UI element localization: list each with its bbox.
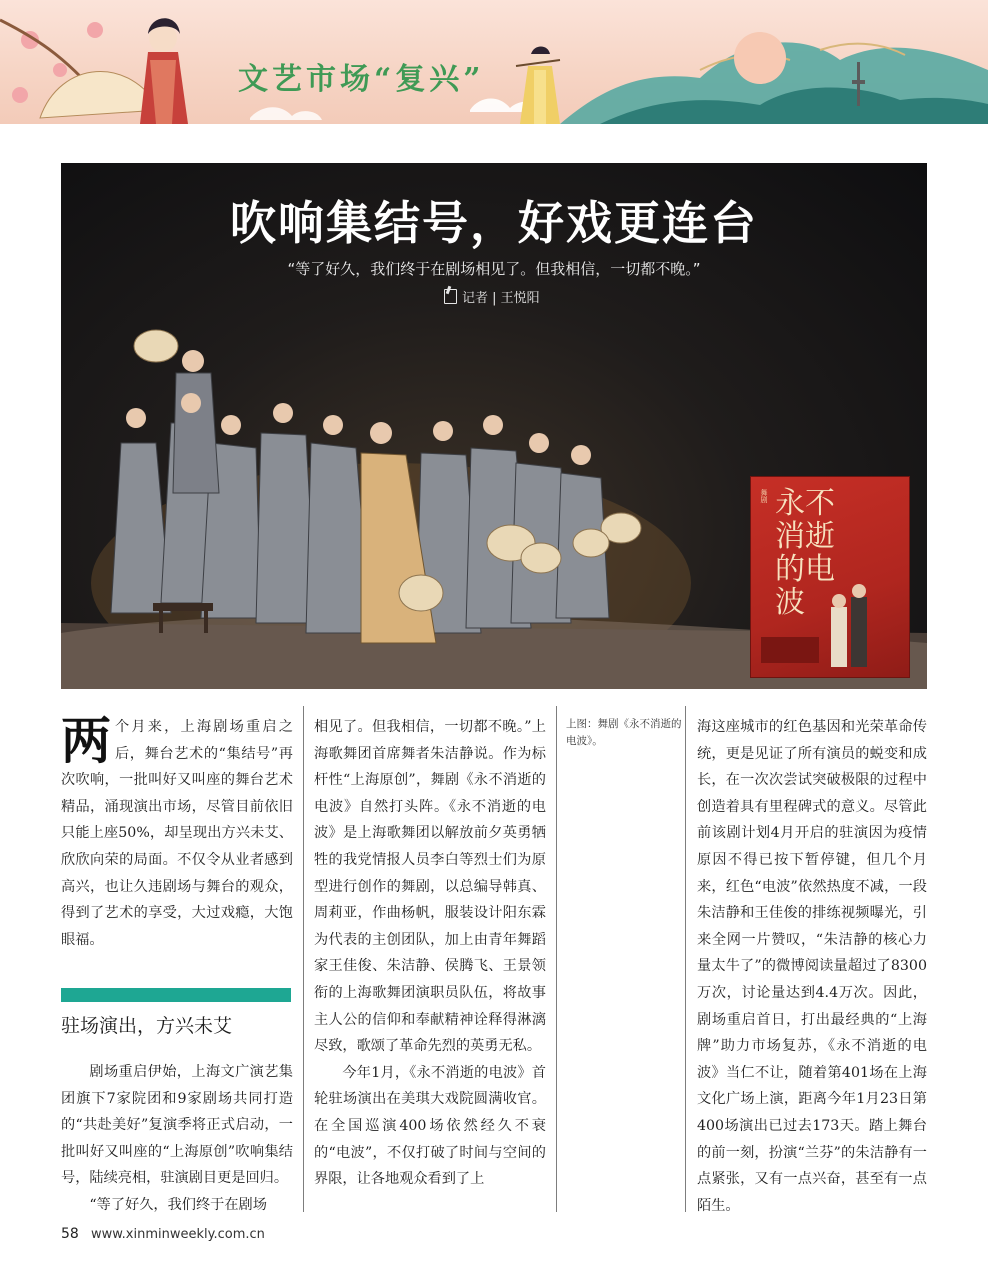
show-poster <box>750 476 910 678</box>
paragraph: 相见了。但我相信，一切都不晚。”上海歌舞团首席舞者朱洁静说。作为标杆性“上海原创”，舞剧《永不消逝的电波》自然打头阵。《永不消逝的电波》是上海歌舞团以解放前夕英勇牺牲的我党情报人员李白等烈士们为原型进行创作的舞剧，以总编导韩真、周莉亚，作曲杨帆，服装设计阳东霖为代表的主创团队，加上由青年舞蹈家王佳俊、朱洁静、侯腾飞、王景领衔的上海歌舞团演职员队伍，将故事主人公的信仰和奉献精神诠释得淋漓尽致，歌颂了革命先烈的英勇无私。 <box>314 719 546 1055</box>
drop-cap: 两 <box>61 711 111 770</box>
column-divider <box>303 706 304 1212</box>
article-column-1-continued <box>61 1059 293 1219</box>
article-column-2 <box>314 714 546 1193</box>
lead-paragraph <box>61 711 293 953</box>
subhead-accent-bar <box>61 988 291 1002</box>
byline <box>444 287 540 306</box>
section-banner <box>0 0 988 124</box>
paragraph: 今年1月，《永不消逝的电波》首轮驻场演出在美琪大戏院圆满收官。在全国巡演400场依然经久不衰的“电波”，不仅打破了时间与空间的界限，让各地观众看到了上 <box>314 1064 546 1188</box>
article-lead-quote: “等了好久，我们终于在剧场相见了。但我相信，一切都不晚。” <box>287 260 701 278</box>
lead-paragraph-text: 个月来，上海剧场重启之后，舞台艺术的“集结号”再次吹响，一批叫好又叫座的舞台艺术精品，涌现演出市场，尽管目前依旧只能上座50%，却呈现出方兴未艾、欣欣向荣的局面。不仅令从业者感到高兴，也让久违剧场与舞台的观众，得到了艺术的享受，大过戏瘾，大饱眼福。 <box>61 719 293 948</box>
article-column-4 <box>697 714 927 1219</box>
poster-title: 永不消逝的电波 <box>775 486 835 620</box>
pen-icon <box>444 289 457 304</box>
poster-subtitle: 舞剧 <box>760 489 768 503</box>
page-number: 58 <box>61 1226 79 1242</box>
banner-illustration <box>0 0 988 124</box>
page-footer <box>61 1226 265 1242</box>
website-url: www.xinminweekly.com.cn <box>90 1227 265 1242</box>
section-subhead: 驻场演出，方兴未艾 <box>61 1015 233 1037</box>
paragraph: 海这座城市的红色基因和光荣革命传统，更是见证了所有演员的蜕变和成长，在一次次尝试突破极限的过程中创造着具有里程碑式的意义。尽管此前该剧计划4月开启的驻演因为疫情原因不得已按下暂停键，但几个月来，红色“电波”依然热度不减，一段朱洁静和王佳俊的排练视频曝光，引来全网一片赞叹，“朱洁静的核心力量太牛了”的微博阅读量超过了8300万次，讨论量达到4.4万次。因此，剧场重启首日，打出最经典的“上海牌”助力市场复苏，《永不消逝的电波》当仁不让，随着第401场在上海文化广场上演，距离今年1月23日第400场演出已过去173天。踏上舞台的前一刻，扮演“兰芬”的朱洁静有一点紧张，又有一点兴奋，甚至有一点陌生。 <box>697 719 927 1214</box>
column-divider <box>685 706 686 1212</box>
column-divider <box>556 706 557 1212</box>
article-column-1 <box>61 711 293 953</box>
hero-photo <box>61 163 927 689</box>
paragraph: 剧场重启伊始，上海文广演艺集团旗下7家院团和9家剧场共同打造的“共赴美好”复演季将正式启动，一批叫好又叫座的“上海原创”吹响集结号，陆续亮相，驻演剧目更是回归。 <box>61 1064 293 1187</box>
section-title: 文艺市场“复兴” <box>238 62 485 97</box>
byline-text: 记者 | 王悦阳 <box>462 291 540 306</box>
paragraph: “等了好久，我们终于在剧场 <box>89 1196 267 1213</box>
photo-caption: 上图：舞剧《永不消逝的电波》。 <box>566 718 682 747</box>
poster-figures <box>751 477 909 677</box>
article-headline: 吹响集结号，好戏更连台 <box>230 196 758 250</box>
